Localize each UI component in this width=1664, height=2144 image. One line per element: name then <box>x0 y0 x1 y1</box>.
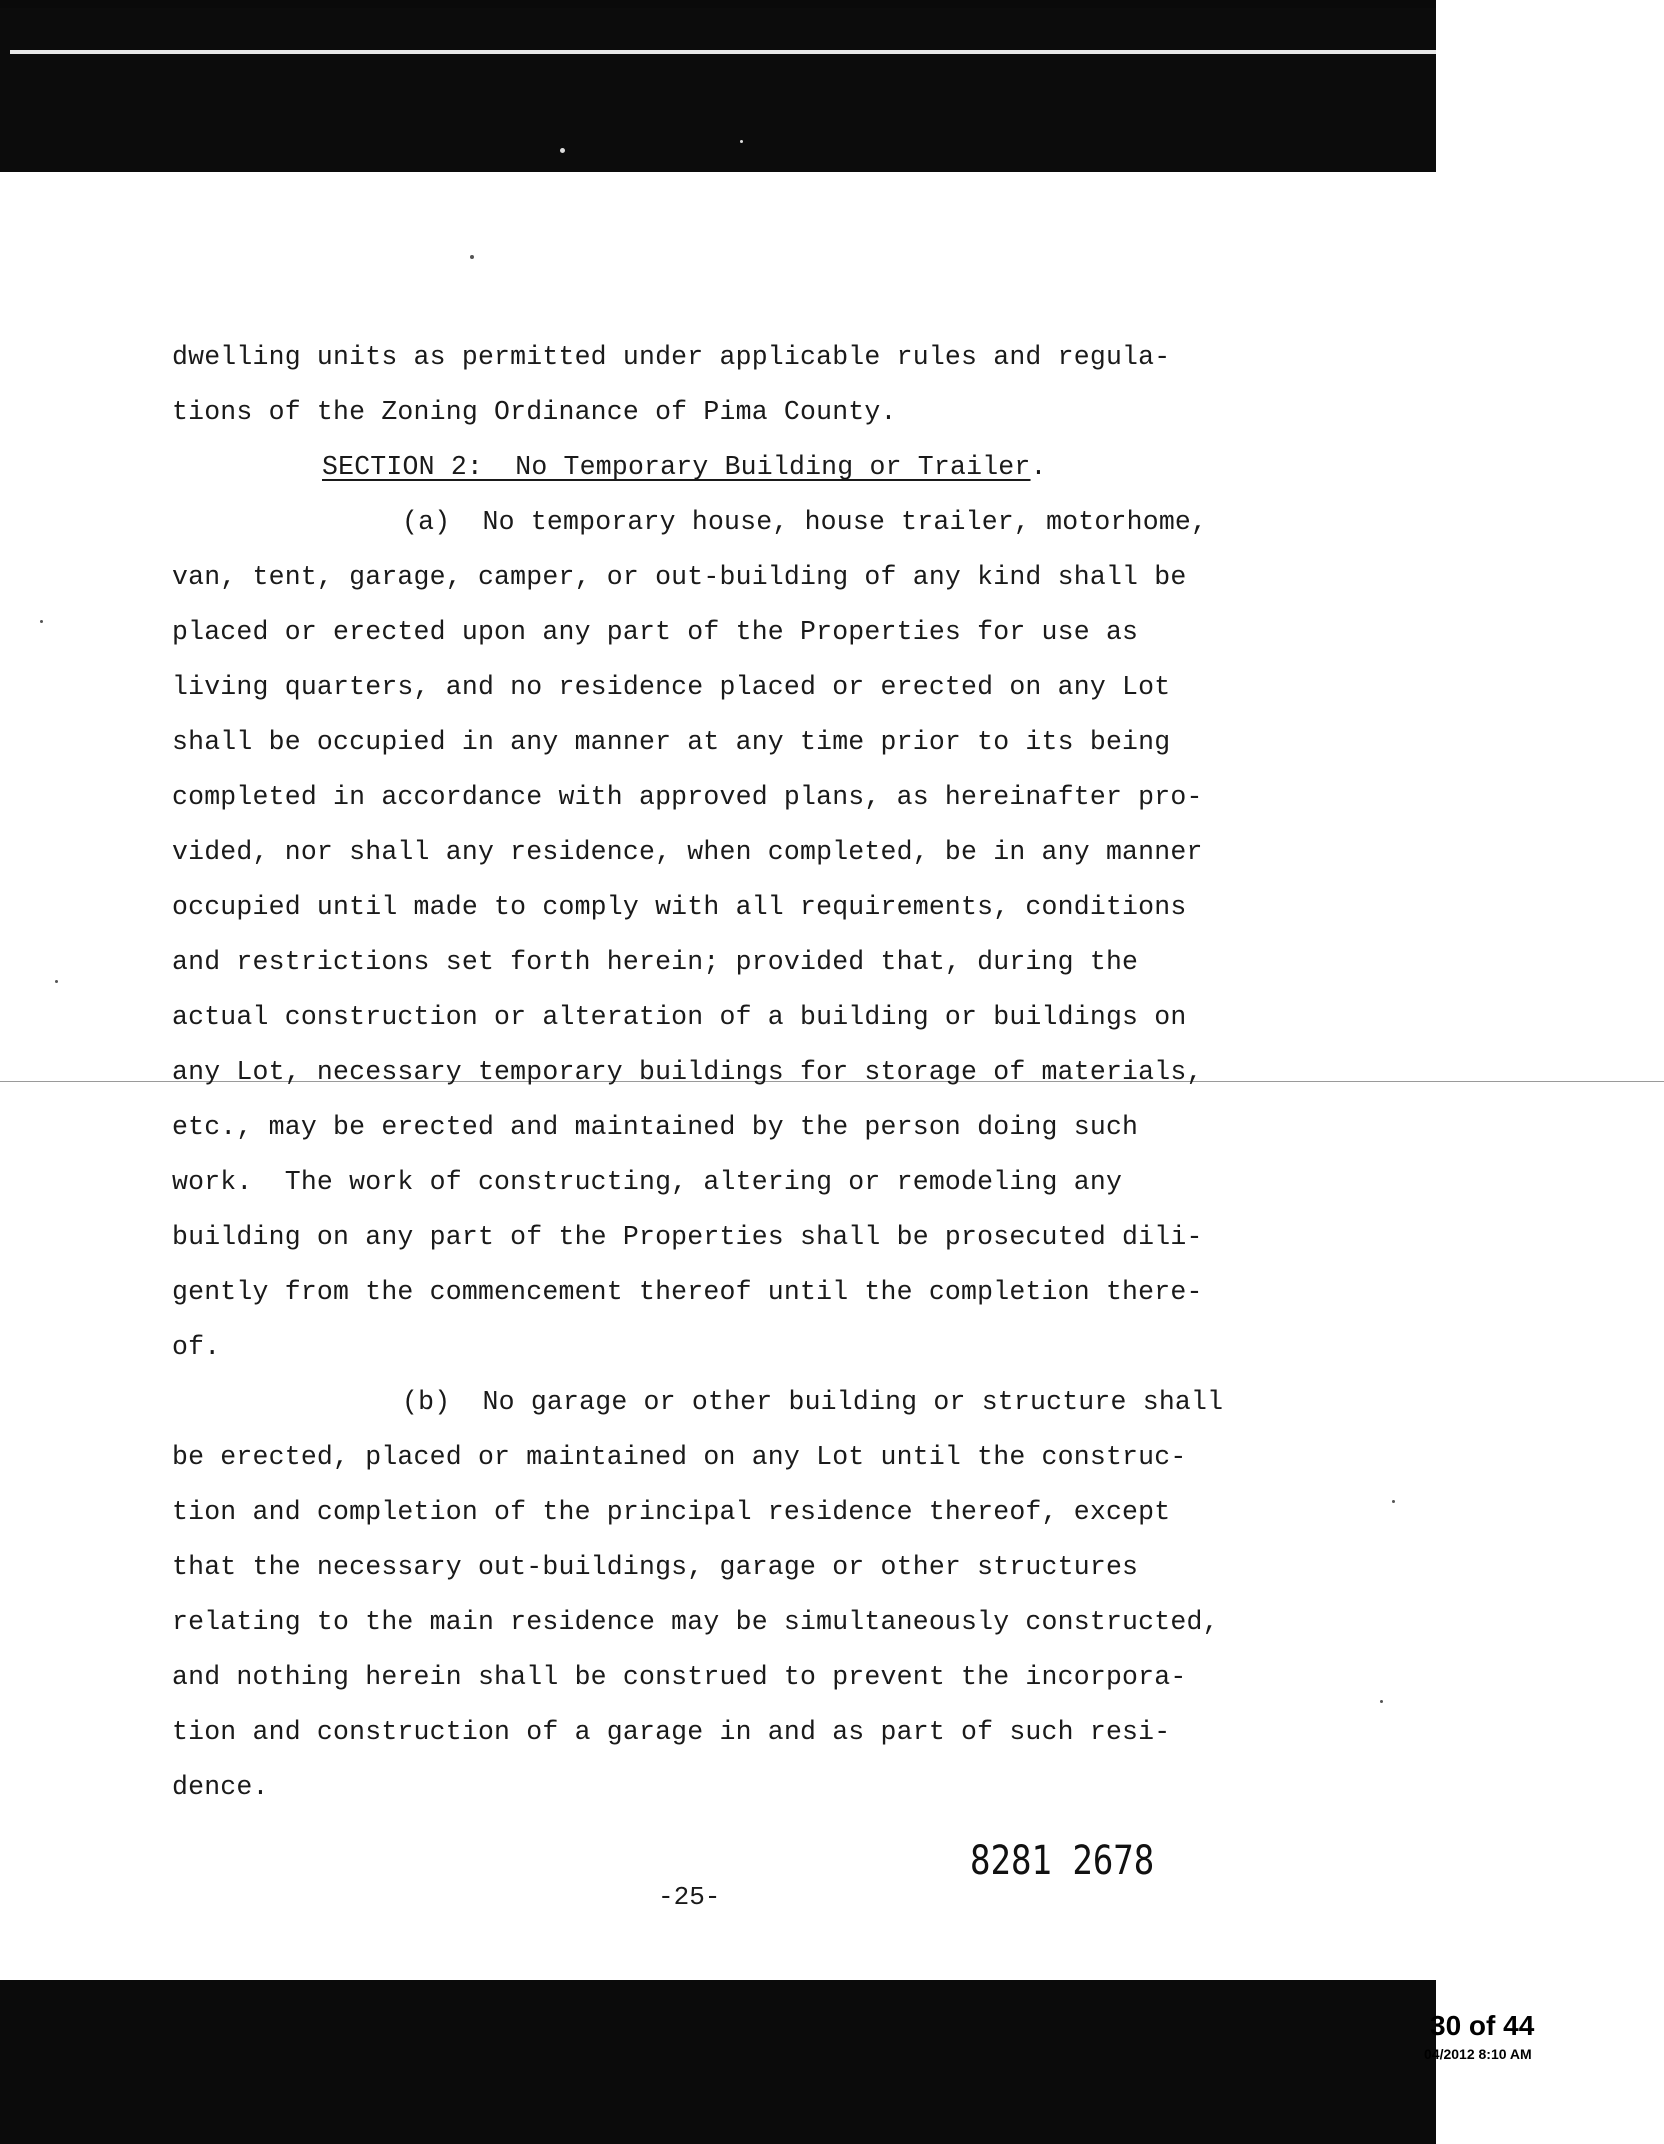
text-line: tions of the Zoning Ordinance of Pima County. <box>172 397 897 427</box>
text-line: that the necessary out-buildings, garage or other structures <box>172 1552 1139 1582</box>
paragraph-b-start: (b) No garage or other building or structure shall <box>402 1387 1224 1417</box>
text-line: of. <box>172 1332 221 1362</box>
text-line: relating to the main residence may be simultaneously constructed, <box>172 1607 1219 1637</box>
document-body <box>172 330 1252 1815</box>
text-line: any Lot, necessary temporary buildings for storage of materials, <box>172 1057 1203 1087</box>
text-line: etc., may be erected and maintained by the person doing such <box>172 1112 1139 1142</box>
viewer-timestamp: 04/2012 8:10 AM <box>1424 2046 1532 2062</box>
paragraph-a-start: (a) No temporary house, house trailer, motorhome, <box>402 507 1208 537</box>
text-line: dence. <box>172 1772 269 1802</box>
text-line: van, tent, garage, camper, or out-building of any kind shall be <box>172 562 1187 592</box>
scan-speck <box>40 620 43 623</box>
text-line: completed in accordance with approved plans, as hereinafter pro- <box>172 782 1203 812</box>
viewer-page-count: 30 of 44 <box>1430 2010 1535 2041</box>
scan-speck <box>560 148 565 153</box>
text-line: occupied until made to comply with all requirements, conditions <box>172 892 1187 922</box>
section-heading-period: . <box>1030 452 1047 482</box>
scan-left-edge <box>0 172 22 1982</box>
scan-speck <box>740 140 743 143</box>
text-line: shall be occupied in any manner at any time prior to its being <box>172 727 1171 757</box>
scan-right-margin <box>1404 172 1436 1982</box>
text-line: tion and completion of the principal residence thereof, except <box>172 1497 1171 1527</box>
text-line: placed or erected upon any part of the Properties for use as <box>172 617 1139 647</box>
scan-speck <box>55 980 58 983</box>
recording-number: 8281 2678 <box>970 1838 1155 1884</box>
text-line: be erected, placed or maintained on any Lot until the construc- <box>172 1442 1187 1472</box>
scan-speck <box>1392 1500 1395 1503</box>
text-line: vided, nor shall any residence, when completed, be in any manner <box>172 837 1203 867</box>
text-line: building on any part of the Properties shall be prosecuted dili- <box>172 1222 1203 1252</box>
text-line: dwelling units as permitted under applicable rules and regula- <box>172 342 1171 372</box>
scan-bottom-band <box>0 1980 1436 2144</box>
scan-top-band <box>0 8 1436 188</box>
page-number: -25- <box>658 1882 721 1912</box>
text-line: gently from the commencement thereof until the completion there- <box>172 1277 1203 1307</box>
scan-speck <box>1380 1700 1383 1703</box>
text-line: actual construction or alteration of a building or buildings on <box>172 1002 1187 1032</box>
text-line: tion and construction of a garage in and as part of such resi- <box>172 1717 1171 1747</box>
text-line: and restrictions set forth herein; provided that, during the <box>172 947 1139 977</box>
text-line: work. The work of constructing, altering or remodeling any <box>172 1167 1123 1197</box>
text-line: living quarters, and no residence placed or erected on any Lot <box>172 672 1171 702</box>
scan-top-line <box>10 50 1436 54</box>
text-line: and nothing herein shall be construed to prevent the incorpora- <box>172 1662 1187 1692</box>
section-heading: SECTION 2: No Temporary Building or Trailer <box>322 452 1031 482</box>
scan-speck <box>470 255 474 259</box>
section-heading-line <box>172 440 1252 495</box>
